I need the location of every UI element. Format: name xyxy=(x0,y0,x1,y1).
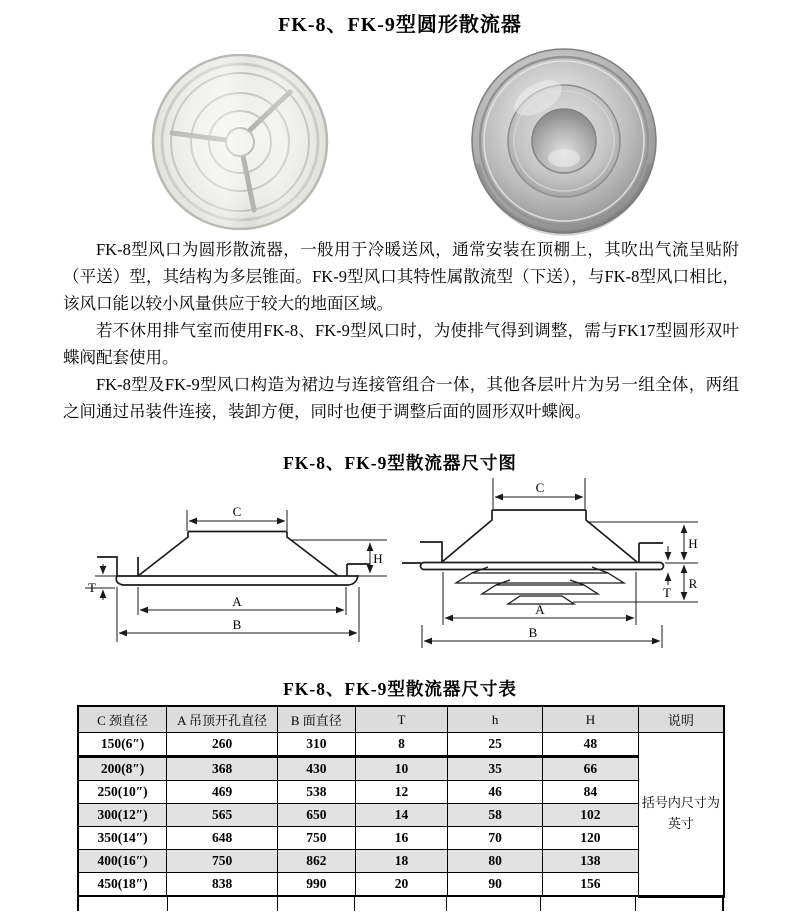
cell: 70 xyxy=(448,827,543,850)
dim-label-b: B xyxy=(528,625,538,640)
dimension-labels xyxy=(88,504,383,632)
col-header-c: C 颈直径 xyxy=(78,706,167,733)
cell: 18 xyxy=(355,850,448,873)
table-section-title: FK-8、FK-9型散流器尺寸表 xyxy=(283,679,517,699)
col-header-h-big: H xyxy=(543,706,639,733)
description-text xyxy=(63,236,739,425)
cell: 469 xyxy=(167,781,278,804)
dim-label-t: T xyxy=(663,585,671,600)
cell: 750 xyxy=(167,850,278,873)
col-header-a: A 吊顶开孔直径 xyxy=(167,706,278,733)
cell: 450(18″) xyxy=(78,873,167,897)
dimension-table xyxy=(77,705,725,898)
cell: 250(10″) xyxy=(78,781,167,804)
table-header-row xyxy=(78,706,724,733)
cell: 300(12″) xyxy=(78,804,167,827)
dim-label-b: B xyxy=(232,617,242,632)
cell: 750 xyxy=(278,827,356,850)
cell: 46 xyxy=(448,781,543,804)
table-row xyxy=(78,873,724,897)
cell: 200(8″) xyxy=(78,757,167,781)
cell: 150(6″) xyxy=(78,733,167,757)
cell: 120 xyxy=(543,827,639,850)
cell: 430 xyxy=(278,757,356,781)
cell: 48 xyxy=(543,733,639,757)
col-header-t: T xyxy=(355,706,448,733)
col-header-h-small: h xyxy=(448,706,543,733)
cell: 138 xyxy=(543,850,639,873)
cell: 400(16″) xyxy=(78,850,167,873)
table-row xyxy=(78,827,724,850)
cell: 862 xyxy=(278,850,356,873)
cell: 14 xyxy=(355,804,448,827)
cell: 990 xyxy=(278,873,356,897)
fk9-diffuser-photo xyxy=(466,46,662,243)
cell: 66 xyxy=(543,757,639,781)
cell: 260 xyxy=(167,733,278,757)
cell: 102 xyxy=(543,804,639,827)
dim-label-h: H xyxy=(373,551,383,566)
fk8-diffuser-front-photo xyxy=(150,54,330,230)
table-row xyxy=(78,804,724,827)
cell: 35 xyxy=(448,757,543,781)
cell: 90 xyxy=(448,873,543,897)
cell: 838 xyxy=(167,873,278,897)
page-title: FK-8、FK-9型圆形散流器 xyxy=(278,14,522,36)
col-header-note: 说明 xyxy=(638,706,724,733)
table-cut-edge xyxy=(77,897,725,912)
cell: 84 xyxy=(543,781,639,804)
fk8-diffuser-photo xyxy=(150,54,330,235)
dim-label-h: H xyxy=(688,536,698,551)
dim-label-r: R xyxy=(688,576,698,591)
cell: 25 xyxy=(448,733,543,757)
cell: 156 xyxy=(543,873,639,897)
cell: 10 xyxy=(355,757,448,781)
paragraph-2: 若不休用排气室而使用FK-8、FK-9型风口时，为使排气得到调整，需与FK17型圆形双叶蝶阀配套使用。 xyxy=(63,321,739,367)
cell: 350(14″) xyxy=(78,827,167,850)
fk9-dimension-drawing xyxy=(400,475,720,660)
dim-label-c: C xyxy=(535,480,545,495)
dimension-labels xyxy=(529,480,698,640)
fk9-diffuser-front-photo xyxy=(466,46,662,238)
cell: 310 xyxy=(278,733,356,757)
diffuser-section-outline xyxy=(402,510,664,570)
cell: 8 xyxy=(355,733,448,757)
cell: 16 xyxy=(355,827,448,850)
cell: 58 xyxy=(448,804,543,827)
cell: 538 xyxy=(278,781,356,804)
dim-label-t: T xyxy=(88,580,96,595)
table-row xyxy=(78,757,724,781)
col-header-b: B 面直径 xyxy=(278,706,356,733)
cell: 80 xyxy=(448,850,543,873)
fk8-dimension-drawing xyxy=(85,487,400,655)
dim-label-a: A xyxy=(232,594,242,609)
cell: 20 xyxy=(355,873,448,897)
table-note-cell: 括号内尺寸为英寸 xyxy=(638,733,724,897)
diagram-section-title: FK-8、FK-9型散流器尺寸图 xyxy=(283,453,517,473)
cell: 368 xyxy=(167,757,278,781)
table-row xyxy=(78,850,724,873)
cell: 648 xyxy=(167,827,278,850)
dim-label-c: C xyxy=(232,504,242,519)
dim-label-a: A xyxy=(535,602,545,617)
cell: 650 xyxy=(278,804,356,827)
table-row xyxy=(78,733,724,757)
table-row xyxy=(78,781,724,804)
paragraph-1: FK-8型风口为圆形散流器，一般用于冷暖送风，通常安装在顶棚上，其吹出气流呈贴附（平送）型，其结构为多层锥面。FK-9型风口其特性属散流型（下送），与FK-8型风口相比，该风口能以较小风量供应于较大的地面区域。 xyxy=(63,240,739,313)
cell: 565 xyxy=(167,804,278,827)
inner-cone-layers xyxy=(456,567,624,604)
paragraph-3: FK-8型及FK-9型风口构造为裙边与连接管组合一体，其他各层叶片为另一组全体，两组之间通过吊装件连接，装卸方便，同时也便于调整后面的圆形双叶蝶阀。 xyxy=(63,375,739,421)
cell: 12 xyxy=(355,781,448,804)
